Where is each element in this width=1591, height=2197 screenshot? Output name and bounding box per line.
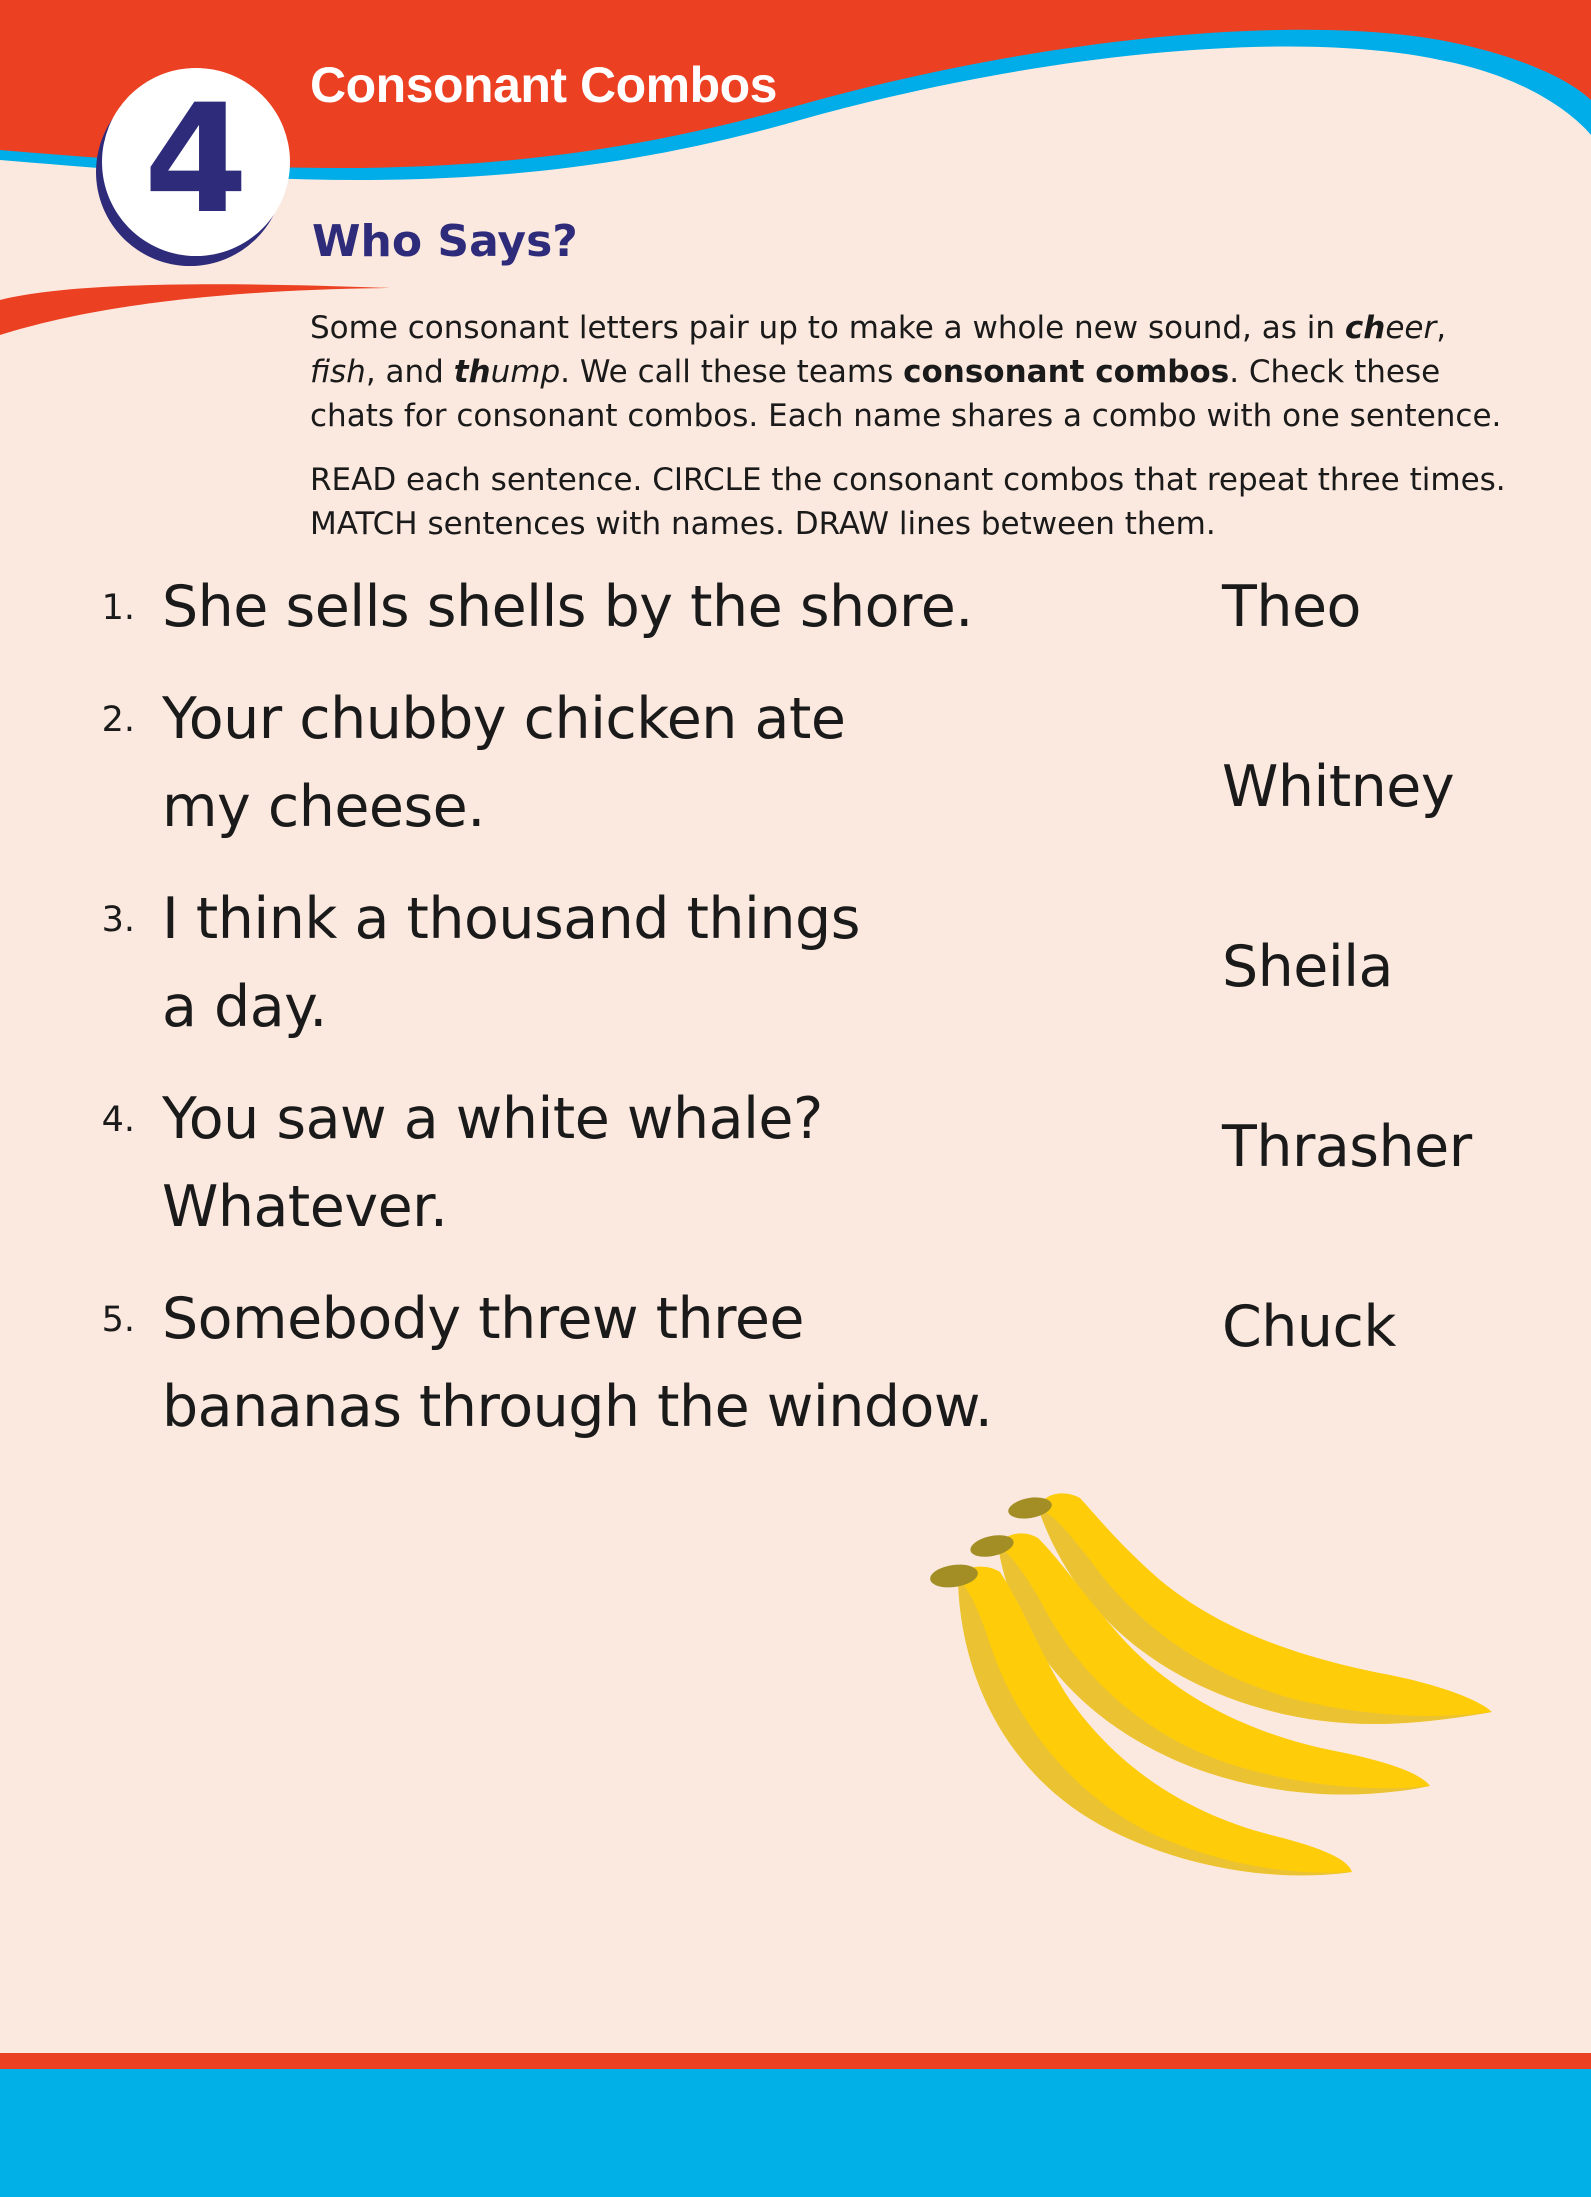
example-combo: ch	[1344, 310, 1386, 346]
section-title: Consonant Combos	[310, 57, 777, 113]
key-term: consonant combos	[903, 354, 1230, 390]
example-combo: th	[453, 354, 491, 390]
name-option[interactable]: Sheila	[1222, 934, 1393, 1000]
instructions	[310, 306, 1510, 546]
footer-red-stripe	[0, 2053, 1591, 2069]
sentence-line: She sells shells by the shore.	[162, 574, 973, 640]
sentence-number: 2.	[101, 700, 135, 740]
sentence-line: Your chubby chicken ate	[162, 686, 846, 752]
intro-paragraph	[310, 306, 1510, 438]
footer-blue-band	[0, 2069, 1591, 2197]
activity-title: Who Says?	[312, 216, 578, 267]
intro-text: . Check these chats for consonant combos. Each name shares a combo with one sentence.	[310, 354, 1502, 434]
intro-text: Some consonant letters pair up to make a whole new sound, as in	[310, 310, 1345, 346]
sentence-line: Whatever.	[162, 1174, 448, 1240]
banana-bunch-illustration	[920, 1480, 1500, 1900]
sentence-line: I think a thousand things	[162, 886, 860, 952]
intro-text: . We call these teams	[560, 354, 904, 390]
example-word-rest: ump	[490, 354, 561, 390]
sentence-line: Somebody threw three	[162, 1286, 804, 1352]
name-option[interactable]: Thrasher	[1222, 1114, 1472, 1180]
example-word-rest: eer	[1385, 310, 1437, 346]
intro-text: , and	[365, 354, 454, 390]
sentence-number: 5.	[101, 1300, 135, 1340]
sentence-number: 3.	[101, 900, 135, 940]
sentence-line: my cheese.	[162, 774, 485, 840]
name-option[interactable]: Whitney	[1222, 754, 1455, 820]
sentence-number: 4.	[101, 1100, 135, 1140]
example-word: fish	[310, 354, 366, 390]
sentence-number: 1.	[101, 588, 135, 628]
unit-number: 4	[143, 73, 249, 247]
name-option[interactable]: Chuck	[1222, 1294, 1396, 1360]
intro-text: ,	[1436, 310, 1447, 346]
sentence-line: You saw a white whale?	[162, 1086, 823, 1152]
sentence-line: a day.	[162, 974, 327, 1040]
name-option[interactable]: Theo	[1222, 574, 1361, 640]
directions-paragraph: READ each sentence. CIRCLE the consonant combos that repeat three times. MATCH sentences with names. DRAW lines between them.	[310, 462, 1506, 542]
sentence-line: bananas through the window.	[162, 1374, 993, 1440]
unit-badge	[102, 68, 290, 256]
